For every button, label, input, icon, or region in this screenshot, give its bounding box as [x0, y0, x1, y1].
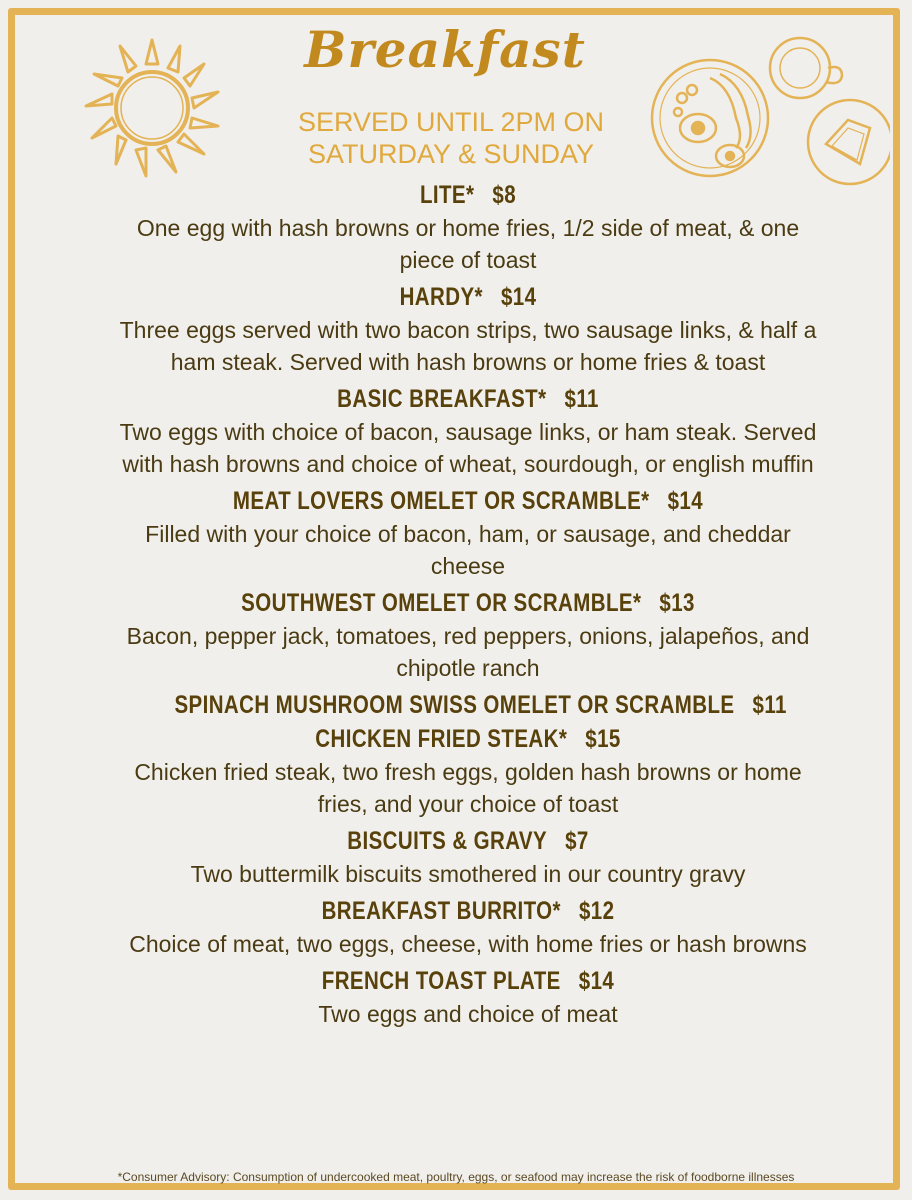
item-name: SOUTHWEST OMELET OR SCRAMBLE*: [241, 589, 642, 617]
item-price: $7: [565, 827, 589, 855]
menu-item: [110, 484, 826, 582]
item-price: $8: [492, 181, 517, 209]
item-price: $11: [752, 691, 787, 719]
subtitle-line-1: SERVED UNTIL 2PM ON: [297, 107, 605, 137]
consumer-advisory: *Consumer Advisory: Consumption of undercooked meat, poultry, eggs, or seafood may increase the risk of foodborne illnesses: [117, 1170, 795, 1184]
menu-items: [110, 178, 826, 1034]
item-name: LITE*: [419, 181, 475, 209]
menu-item: [110, 688, 826, 722]
item-description: One egg with hash browns or home fries, 1/2 side of meat, & one piece of toast: [136, 215, 800, 273]
item-heading: [174, 722, 761, 756]
item-description: Two buttermilk biscuits smothered in our country gravy: [190, 861, 746, 887]
item-description: Filled with your choice of bacon, ham, or sausage, and cheddar cheese: [145, 521, 791, 579]
item-heading: [174, 280, 761, 314]
item-heading: [174, 586, 761, 620]
item-heading: [174, 964, 761, 998]
menu-item: [110, 178, 826, 276]
menu-item: [110, 894, 826, 960]
item-price: $14: [578, 967, 615, 995]
item-name: FRENCH TOAST PLATE: [321, 967, 561, 995]
item-name: HARDY*: [399, 283, 483, 311]
menu-item: [110, 280, 826, 378]
item-heading: [174, 178, 761, 212]
item-description: Choice of meat, two eggs, cheese, with home fries or hash browns: [129, 931, 807, 957]
item-heading: [174, 894, 761, 928]
item-name: SPINACH MUSHROOM SWISS OMELET OR SCRAMBLE: [174, 691, 735, 719]
item-price: $15: [585, 725, 621, 753]
item-name: BISCUITS & GRAVY: [347, 827, 548, 855]
item-price: $11: [564, 385, 599, 413]
item-name: CHICKEN FRIED STEAK*: [315, 725, 568, 753]
item-heading: [174, 824, 761, 858]
item-description: Two eggs and choice of meat: [318, 1001, 618, 1027]
item-price: $14: [667, 487, 704, 515]
menu-subtitle: [0, 106, 902, 170]
menu-item: [110, 382, 826, 480]
item-heading: [174, 484, 761, 518]
menu-item: [110, 824, 826, 890]
menu-item: [110, 586, 826, 684]
item-heading: [174, 688, 787, 722]
item-name: MEAT LOVERS OMELET OR SCRAMBLE*: [232, 487, 650, 515]
menu-title: Breakfast: [304, 20, 586, 79]
item-name: BREAKFAST BURRITO*: [321, 897, 561, 925]
item-description: Two eggs with choice of bacon, sausage links, or ham steak. Served with hash browns and choice of wheat, sourdough, or english muffin: [119, 419, 817, 477]
item-description: Chicken fried steak, two fresh eggs, golden hash browns or home fries, and your choice of toast: [134, 759, 802, 817]
item-description: Bacon, pepper jack, tomatoes, red peppers, onions, jalapeños, and chipotle ranch: [126, 623, 810, 681]
item-price: $12: [578, 897, 615, 925]
menu-item: [110, 964, 826, 1030]
subtitle-line-2: SATURDAY & SUNDAY: [307, 139, 595, 169]
item-name: BASIC BREAKFAST*: [337, 385, 547, 413]
item-price: $13: [659, 589, 695, 617]
menu-item: [110, 722, 826, 820]
item-heading: [174, 382, 761, 416]
item-description: Three eggs served with two bacon strips, two sausage links, & half a ham steak. Served with hash browns or home fries & toast: [119, 317, 817, 375]
item-price: $14: [500, 283, 537, 311]
